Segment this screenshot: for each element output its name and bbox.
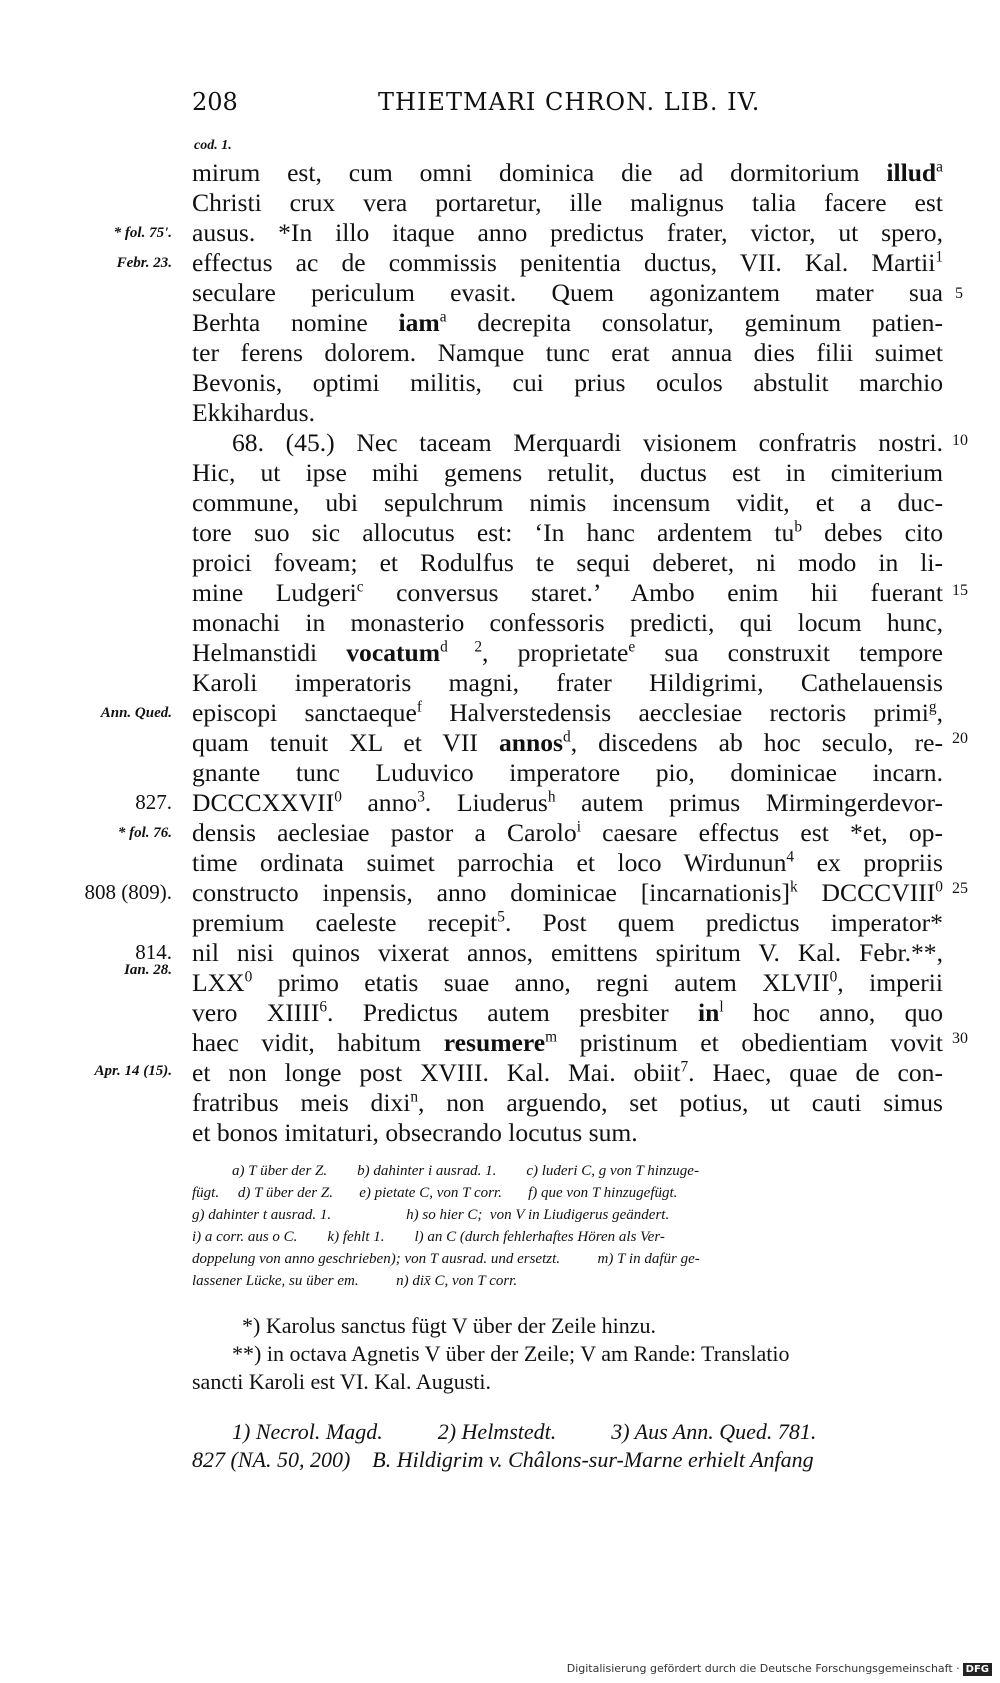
text-line: time ordinata suimet parrochia et loco Wirdunun$^4$ ex propriis [192, 848, 943, 877]
codex-label: cod. 1. [194, 138, 232, 153]
text-line: gnante tunc Luduvico imperatore pio, dominicae incarn. [192, 758, 943, 787]
footnote-line: *) Karolus sanctus fügt V über der Zeile hinzu. [242, 1313, 657, 1338]
footnote-line: i) a corr. aus o C. k) fehlt 1. l) an C (durch fehlerhaftes Hören als Ver- [192, 1229, 665, 1245]
text-line: et bonos imitaturi, obsecrando locutus sum. [192, 1118, 638, 1147]
footnote-line: a) T über der Z. b) dahinter i ausrad. 1. c) luderi C, g von T hinzuge- [232, 1163, 699, 1179]
text-line: commune, ubi sepulchrum nimis incensum vidit, et a duc- [192, 488, 943, 517]
text-line: episcopi sanctaeque$^f$ Halverstedensis aecclesiae rectoris primi$^g$, [192, 698, 943, 727]
text-line: effectus ac de commissis penitentia ductus, VII. Kal. Martii$^1$ [192, 248, 943, 277]
text-line: Berhta nomine iam$^a$ decrepita consolatur, geminum patien- [192, 308, 943, 337]
footnote-line: lassener Lücke, su über em. n) dix̄ C, von T corr. [192, 1273, 518, 1289]
margin-note-left: 814. [135, 940, 172, 964]
text-line: mine Ludgeri$^c$ conversus staret.’ Ambo enim hii fuerant [192, 578, 944, 607]
margin-note-left: Febr. 23. [116, 255, 172, 271]
star-footnotes [192, 1312, 942, 1396]
text-line: ter ferens dolorem. Namque tunc erat annua dies filii suimet [192, 338, 943, 367]
text-line: Helmanstidi vocatum$^{d 2}$, proprietate$^e$ sua construxit tempore [192, 638, 943, 667]
margin-note-left: Ian. 28. [124, 962, 172, 978]
line-number: 25 [952, 880, 968, 897]
margin-note-left: 808 (809). [84, 880, 172, 904]
margin-note-left: Apr. 14 (15). [94, 1063, 172, 1079]
footnote-line: sancti Karoli est VI. Kal. Augusti. [192, 1369, 491, 1394]
line-number: 5 [955, 285, 963, 302]
numbered-footnotes [192, 1418, 942, 1474]
margin-note-left: 827. [135, 790, 172, 814]
line-number: 10 [952, 432, 968, 449]
text-line: Ekkihardus. [192, 398, 315, 427]
text-line: et non longe post XVIII. Kal. Mai. obiit$^7$. Haec, quae de con- [192, 1058, 943, 1087]
footnote-line: 827 (NA. 50, 200) B. Hildigrim v. Châlons-sur-Marne erhielt Anfang [192, 1447, 814, 1472]
page-number: 208 [192, 88, 238, 116]
footnote-line: **) in octava Agnetis V über der Zeile; V am Rande: Translatio [232, 1341, 790, 1366]
margin-note-left: * fol. 75'. [113, 225, 172, 241]
text-line: Bevonis, optimi militis, cui prius oculos abstulit marchio [192, 368, 943, 397]
digitization-credit [567, 1662, 992, 1676]
footnote-line: 1) Necrol. Magd. 2) Helmstedt. 3) Aus Ann. Qued. 781. [232, 1419, 817, 1444]
line-number: 20 [952, 730, 968, 747]
text-line: Karoli imperatoris magni, frater Hildigrimi, Cathelauensis [192, 668, 943, 697]
line-number: 30 [952, 1030, 968, 1047]
text-line: premium caeleste recepit$^5$. Post quem predictus imperator* [192, 908, 943, 937]
text-line: quam tenuit XL et VII annos$^d$, discedens ab hoc seculo, re- [192, 728, 943, 757]
running-title: THIETMARI CHRON. LIB. IV. [378, 88, 761, 116]
footnote-line: fügt. d) T über der Z. e) pietate C, von T corr. f) que von T hinzugefügt. [192, 1185, 678, 1201]
footnote-line: doppelung von anno geschrieben); von T ausrad. und ersetzt. m) T in dafür ge- [192, 1251, 700, 1267]
text-line: densis aeclesiae pastor a Carolo$^i$ caesare effectus est *et, op- [192, 818, 943, 847]
text-line: seculare periculum evasit. Quem agonizantem mater sua [192, 278, 943, 307]
text-line: monachi in monasterio confessoris predicti, qui locum hunc, [192, 608, 943, 637]
letter-footnotes [192, 1160, 942, 1292]
text-line: mirum est, cum omni dominica die ad dormitorium illud$^a$ [192, 158, 943, 187]
text-line: 68. (45.) Nec taceam Merquardi visionem confratris nostri. [232, 428, 943, 457]
text-line: DCCCXXVII$^0$ anno$^3$. Liuderus$^h$ autem primus Mirmingerdevor- [192, 788, 943, 817]
dfg-logo: DFG [963, 1663, 992, 1676]
margin-note-left: Ann. Qued. [100, 705, 172, 721]
text-line: proici foveam; et Rodulfus te sequi deberet, ni modo in li- [192, 548, 943, 577]
line-number: 15 [952, 582, 968, 599]
footnote-line: g) dahinter t ausrad. 1. h) so hier C; von V in Liudigerus geändert. [192, 1207, 670, 1223]
text-line: nil nisi quinos vixerat annos, emittens spiritum V. Kal. Febr.**, [192, 938, 943, 967]
text-line: ausus. *In illo itaque anno predictus frater, victor, ut spero, [192, 218, 943, 247]
text-line: Christi crux vera portaretur, ille malignus talia facere est [192, 188, 943, 217]
text-line: LXX$^0$ primo etatis suae anno, regni autem XLVII$^0$, imperii [192, 968, 944, 997]
text-line: constructo inpensis, anno dominicae [incarnationis]$^k$ DCCCVIII$^0$ [192, 878, 943, 907]
text-line: haec vidit, habitum resumere$^m$ pristinum et obedientiam vovit [192, 1028, 944, 1057]
text-line: fratribus meis dixi$^n$, non arguendo, set potius, ut cauti simus [192, 1088, 944, 1117]
margin-note-left: * fol. 76. [117, 825, 172, 841]
text-line: Hic, ut ipse mihi gemens retulit, ductus est in cimiterium [192, 458, 943, 487]
text-line: tore suo sic allocutus est: ‘In hanc ardentem $tu^b$ debes cito [192, 518, 943, 547]
main-text [192, 158, 943, 1148]
text-line: vero XIIII$^6$. Predictus autem presbiter $in^l$ hoc anno, quo [192, 998, 943, 1027]
credit-text: Digitalisierung gefördert durch die Deutsche Forschungsgemeinschaft · [566, 1662, 960, 1675]
